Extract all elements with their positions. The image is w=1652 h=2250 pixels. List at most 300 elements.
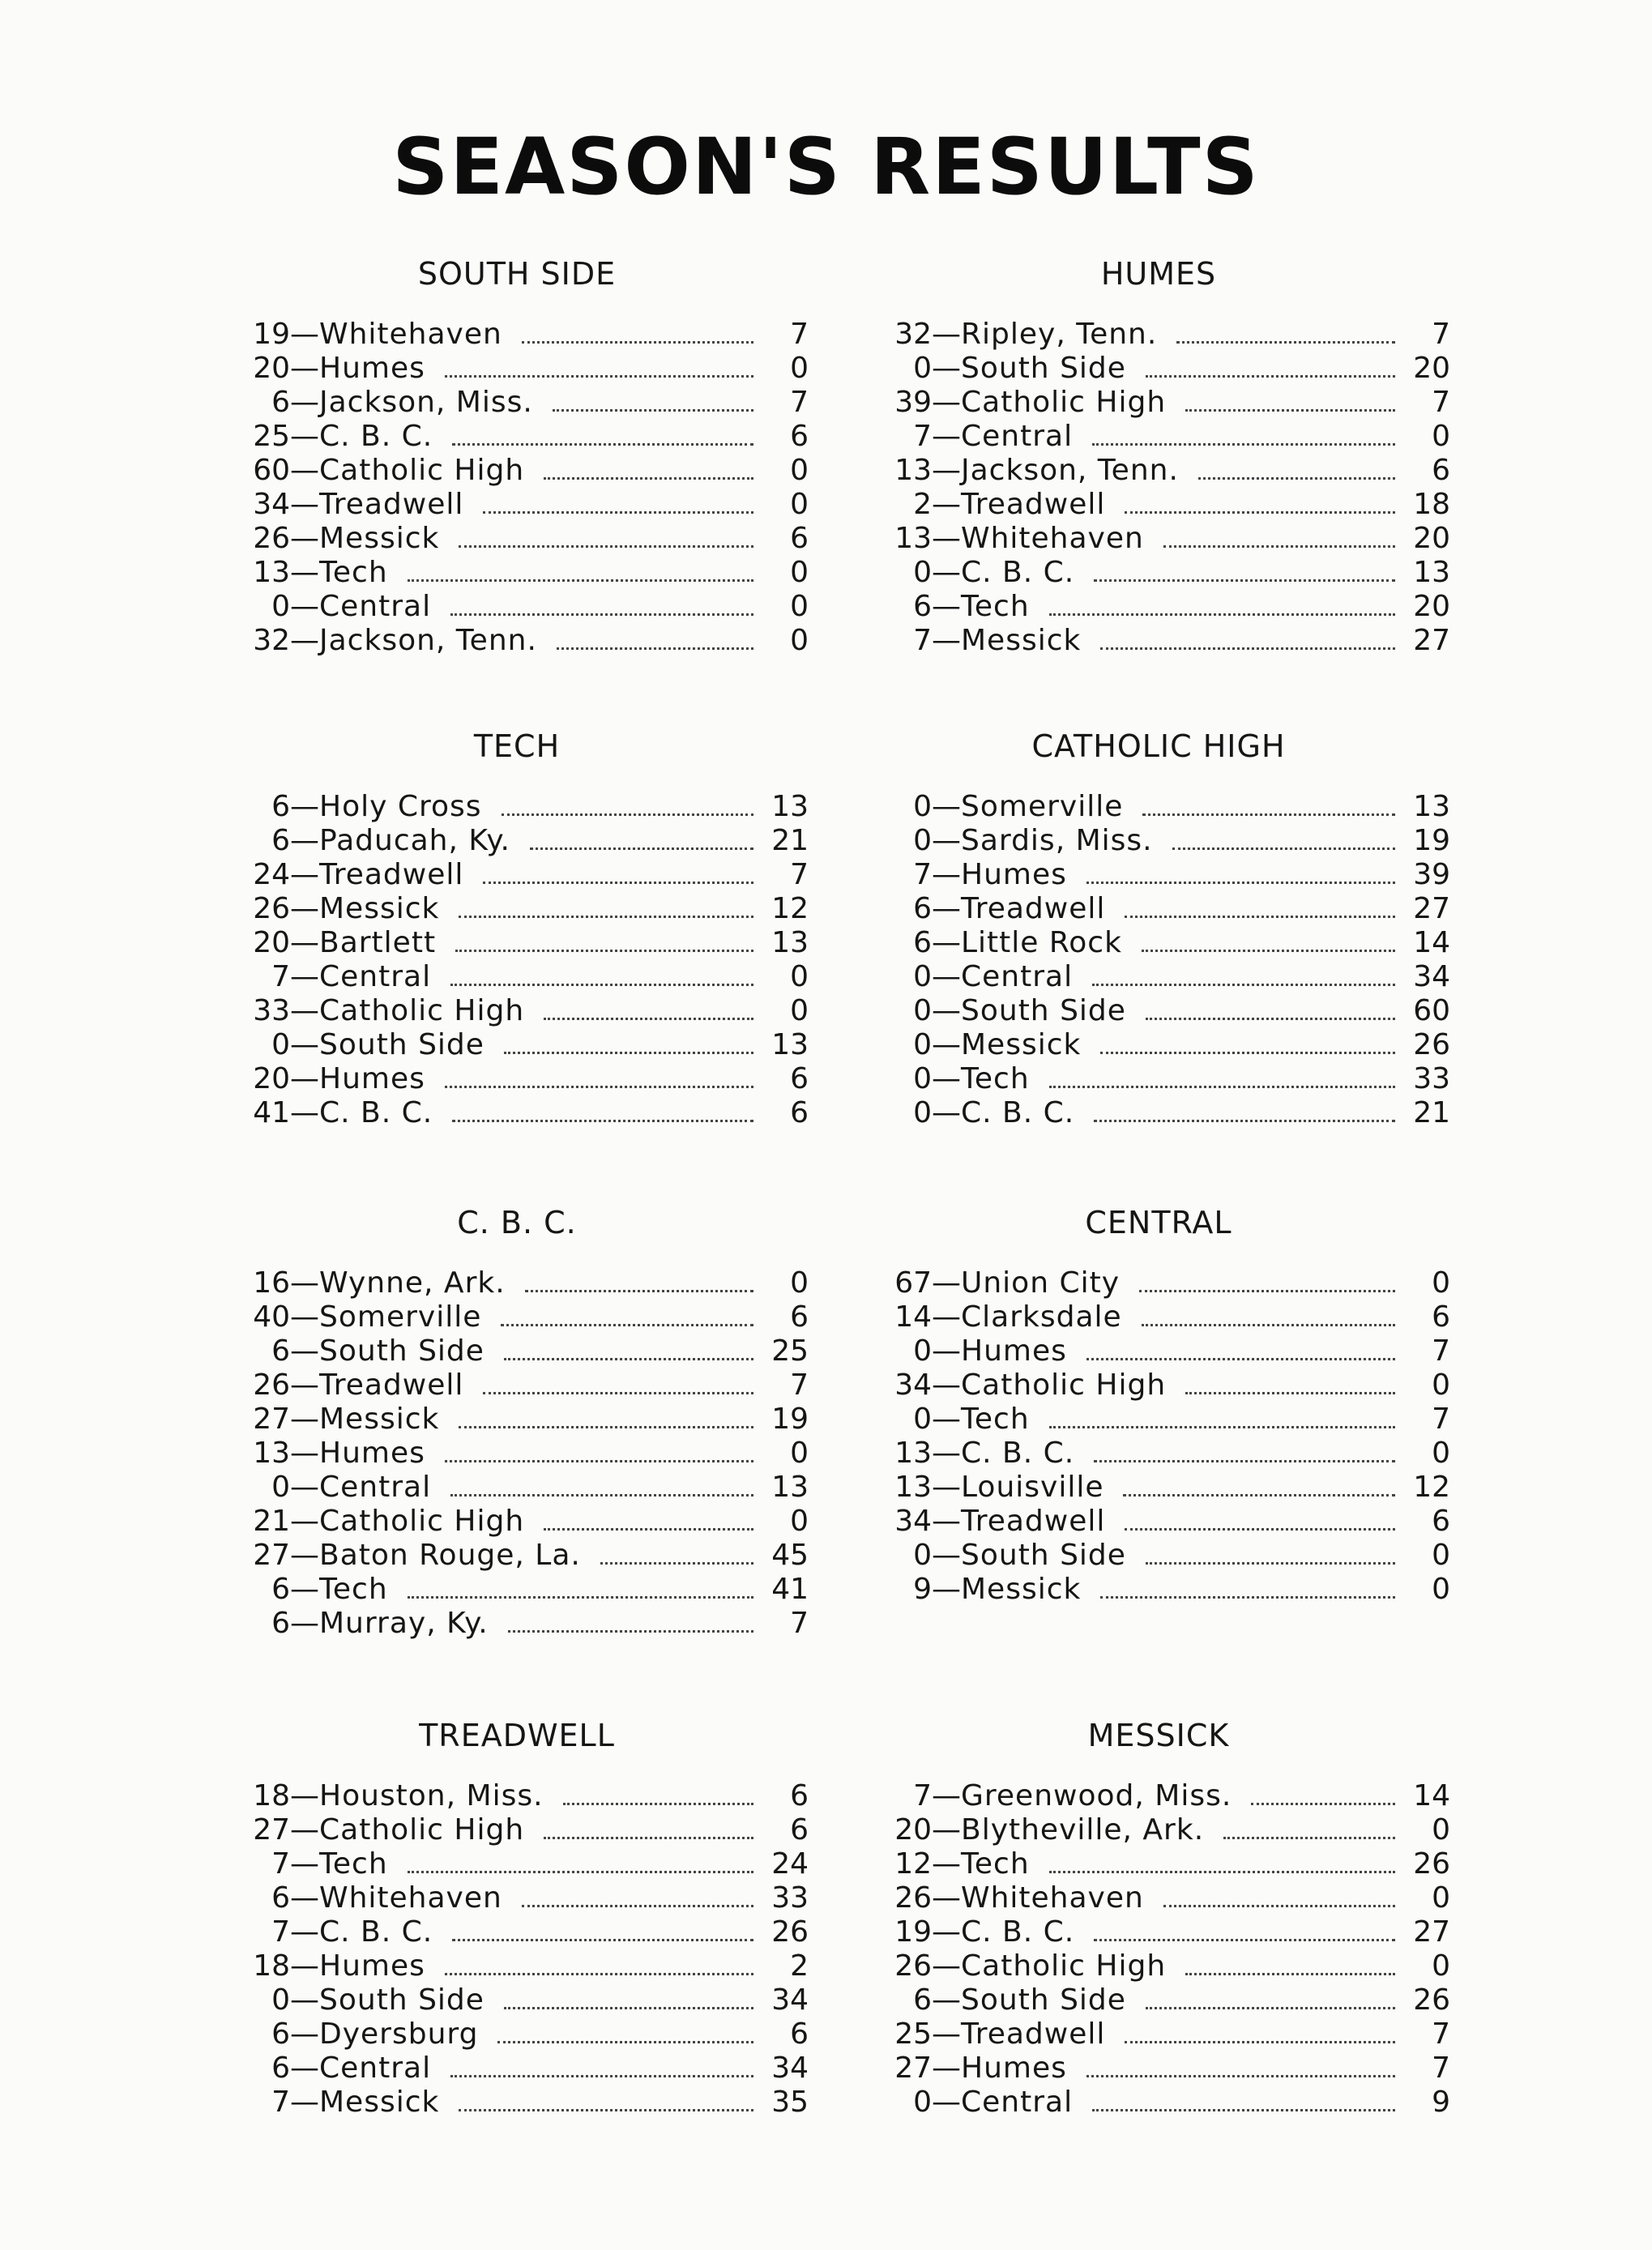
em-dash: — [932, 1028, 961, 1061]
dot-leader [1146, 354, 1395, 378]
opponent-name: Messick [319, 1403, 440, 1436]
game-row [867, 1915, 1450, 1949]
dot-leader [483, 490, 753, 514]
em-dash: — [932, 2086, 961, 2119]
dot-leader [497, 2020, 753, 2043]
opponent-name: South Side [961, 352, 1126, 385]
team-score: 24 [253, 858, 290, 891]
opponent-score: 24 [771, 1847, 809, 1881]
opponent-name: Treadwell [319, 488, 464, 521]
em-dash: — [932, 1813, 961, 1847]
team-score: 27 [253, 1403, 290, 1436]
opponent-score: 0 [1432, 1266, 1450, 1300]
team-score: 67 [894, 1266, 932, 1300]
opponent-score: 0 [1432, 1881, 1450, 1915]
opponent-name: Messick [961, 1573, 1082, 1606]
game-row [867, 1813, 1450, 1847]
em-dash: — [290, 960, 319, 993]
opponent-name: Whitehaven [319, 318, 502, 351]
em-dash: — [932, 556, 961, 589]
opponent-score: 7 [1432, 1403, 1450, 1436]
team-score: 12 [894, 1847, 932, 1881]
game-row [867, 1300, 1450, 1334]
game-row [867, 624, 1450, 658]
opponent-score: 6 [790, 1813, 809, 1847]
games-list [225, 1779, 809, 2120]
em-dash: — [932, 488, 961, 521]
opponent-name: C. B. C. [961, 1437, 1075, 1470]
opponent-score: 0 [1432, 1573, 1450, 1606]
opponent-name: Central [319, 2051, 432, 2085]
em-dash: — [932, 1437, 961, 1470]
dot-leader [1146, 1986, 1395, 2009]
game-row [867, 454, 1450, 488]
opponent-name: Humes [961, 1334, 1067, 1368]
em-dash: — [932, 1779, 961, 1812]
opponent-score: 12 [1413, 1471, 1450, 1504]
opponent-name: Catholic High [961, 1949, 1167, 1983]
team-score: 0 [913, 1539, 932, 1572]
game-row [225, 1505, 809, 1539]
em-dash: — [932, 1300, 961, 1334]
em-dash: — [290, 2017, 319, 2051]
opponent-name: Treadwell [961, 488, 1106, 521]
opponent-score: 26 [1413, 1983, 1450, 2017]
opponent-name: Treadwell [319, 1368, 464, 1402]
team-score: 13 [894, 454, 932, 487]
em-dash: — [290, 1368, 319, 1402]
opponent-name: Somerville [961, 790, 1124, 823]
dot-leader [1139, 1269, 1395, 1292]
team-score: 27 [253, 1813, 290, 1847]
dot-leader [1094, 1099, 1395, 1122]
dot-leader [1185, 1371, 1395, 1394]
opponent-score: 13 [771, 926, 809, 959]
team-score: 0 [913, 1334, 932, 1368]
opponent-score: 14 [1413, 1779, 1450, 1812]
dot-leader [1142, 929, 1395, 952]
dot-leader [1100, 626, 1395, 650]
team-name: C. B. C. [457, 1205, 577, 1240]
game-row [867, 1062, 1450, 1096]
dot-leader [530, 826, 753, 850]
page-title: SEASON'S RESULTS [392, 122, 1260, 212]
game-row [867, 858, 1450, 892]
team-score: 0 [913, 556, 932, 589]
opponent-name: C. B. C. [319, 1096, 433, 1129]
team-score: 25 [894, 2017, 932, 2051]
opponent-name: Clarksdale [961, 1300, 1122, 1334]
opponent-score: 26 [1413, 1028, 1450, 1061]
opponent-score: 0 [790, 488, 809, 521]
team-score: 7 [913, 420, 932, 453]
game-row [867, 1437, 1450, 1471]
opponent-name: C. B. C. [961, 556, 1075, 589]
team-score: 25 [253, 420, 290, 453]
team-score: 60 [253, 454, 290, 487]
game-row [225, 1881, 809, 1915]
opponent-name: Humes [961, 858, 1067, 891]
em-dash: — [932, 1539, 961, 1572]
opponent-name: C. B. C. [319, 420, 433, 453]
team-score: 6 [271, 824, 290, 857]
em-dash: — [290, 1266, 319, 1300]
dot-leader [508, 1609, 753, 1633]
opponent-name: C. B. C. [319, 1915, 433, 1949]
opponent-name: Catholic High [961, 1368, 1167, 1402]
opponent-name: Blytheville, Ark. [961, 1813, 1205, 1847]
opponent-name: Greenwood, Miss. [961, 1779, 1232, 1812]
dot-leader [1163, 1884, 1395, 1907]
dot-leader [1092, 2088, 1395, 2111]
dot-leader [1092, 422, 1395, 446]
em-dash: — [290, 556, 319, 589]
game-row [867, 790, 1450, 824]
dot-leader [501, 1303, 753, 1326]
opponent-score: 41 [771, 1573, 809, 1606]
opponent-name: South Side [319, 1028, 485, 1061]
opponent-name: Humes [961, 2051, 1067, 2085]
game-row [867, 1505, 1450, 1539]
opponent-name: Bartlett [319, 926, 437, 959]
opponent-score: 34 [771, 1983, 809, 2017]
dot-leader [483, 860, 753, 884]
em-dash: — [290, 352, 319, 385]
opponent-name: Tech [319, 1847, 388, 1881]
opponent-score: 7 [1432, 2017, 1450, 2051]
team-results-block [867, 727, 1450, 1130]
opponent-name: South Side [961, 1983, 1126, 2017]
opponent-score: 21 [1413, 1096, 1450, 1129]
em-dash: — [290, 454, 319, 487]
opponent-name: South Side [319, 1334, 485, 1368]
opponent-name: C. B. C. [961, 1096, 1075, 1129]
opponent-name: Treadwell [961, 892, 1106, 925]
team-score: 26 [253, 1368, 290, 1402]
opponent-score: 0 [790, 556, 809, 589]
em-dash: — [932, 1983, 961, 2017]
em-dash: — [290, 386, 319, 419]
game-row [867, 318, 1450, 352]
team-score: 6 [271, 1607, 290, 1640]
dot-leader [553, 388, 753, 412]
dot-leader [459, 2088, 753, 2111]
opponent-score: 60 [1413, 994, 1450, 1027]
em-dash: — [290, 1915, 319, 1949]
opponent-score: 19 [1413, 824, 1450, 857]
em-dash: — [932, 858, 961, 891]
game-row [867, 1573, 1450, 1607]
opponent-score: 13 [771, 1471, 809, 1504]
team-name: TECH [473, 728, 561, 764]
game-row [225, 590, 809, 624]
opponent-name: Sardis, Miss. [961, 824, 1153, 857]
em-dash: — [932, 454, 961, 487]
em-dash: — [932, 1471, 961, 1504]
team-score: 32 [253, 624, 290, 657]
game-row [225, 994, 809, 1028]
team-results-block [225, 1716, 809, 2120]
opponent-score: 0 [1432, 1368, 1450, 1402]
opponent-score: 0 [790, 994, 809, 1027]
opponent-score: 0 [1432, 1539, 1450, 1572]
dot-leader [1223, 1816, 1395, 1839]
em-dash: — [932, 960, 961, 993]
game-row [225, 1062, 809, 1096]
opponent-score: 20 [1413, 522, 1450, 555]
team-score: 0 [913, 1028, 932, 1061]
team-score: 19 [894, 1915, 932, 1949]
dot-leader [408, 558, 753, 582]
games-list [867, 790, 1450, 1130]
opponent-name: Catholic High [319, 1813, 525, 1847]
dot-leader [452, 1099, 753, 1122]
game-row [867, 1847, 1450, 1881]
game-row [225, 1539, 809, 1573]
game-row [867, 1403, 1450, 1437]
em-dash: — [932, 386, 961, 419]
opponent-name: Tech [961, 590, 1030, 623]
team-name: TREADWELL [419, 1718, 615, 1753]
game-row [225, 420, 809, 454]
team-score: 13 [253, 1437, 290, 1470]
em-dash: — [932, 590, 961, 623]
em-dash: — [290, 1607, 319, 1640]
opponent-name: Treadwell [961, 2017, 1106, 2051]
dot-leader [455, 929, 753, 952]
game-row [225, 1813, 809, 1847]
dot-leader [445, 354, 753, 378]
team-score: 20 [253, 926, 290, 959]
team-score: 0 [271, 1983, 290, 2017]
opponent-name: Central [961, 960, 1074, 993]
team-score: 0 [271, 1028, 290, 1061]
opponent-score: 0 [1432, 1813, 1450, 1847]
em-dash: — [290, 926, 319, 959]
dot-leader [450, 1473, 753, 1496]
team-score: 33 [253, 994, 290, 1027]
opponent-score: 0 [1432, 1949, 1450, 1983]
dot-leader [1086, 860, 1395, 884]
opponent-name: Wynne, Ark. [319, 1266, 506, 1300]
opponent-score: 34 [771, 2051, 809, 2085]
team-score: 18 [253, 1779, 290, 1812]
team-score: 27 [253, 1539, 290, 1572]
game-row [867, 386, 1450, 420]
em-dash: — [290, 1062, 319, 1095]
team-score: 7 [271, 960, 290, 993]
opponent-score: 6 [790, 420, 809, 453]
dot-leader [445, 1065, 753, 1088]
game-row [225, 522, 809, 556]
opponent-score: 9 [1432, 2086, 1450, 2119]
game-row [867, 824, 1450, 858]
em-dash: — [290, 488, 319, 521]
team-score: 6 [913, 926, 932, 959]
em-dash: — [932, 1881, 961, 1915]
team-score: 6 [271, 2051, 290, 2085]
opponent-score: 7 [790, 386, 809, 419]
team-score: 39 [894, 386, 932, 419]
opponent-score: 25 [771, 1334, 809, 1368]
em-dash: — [290, 1096, 319, 1129]
em-dash: — [932, 352, 961, 385]
opponent-score: 0 [790, 960, 809, 993]
opponent-score: 6 [790, 1300, 809, 1334]
game-row [867, 556, 1450, 590]
opponent-name: Whitehaven [961, 522, 1144, 555]
em-dash: — [932, 892, 961, 925]
game-row [225, 1949, 809, 1983]
game-row [867, 590, 1450, 624]
dot-leader [1163, 524, 1395, 548]
opponent-score: 0 [1432, 1437, 1450, 1470]
em-dash: — [932, 2017, 961, 2051]
em-dash: — [290, 1847, 319, 1881]
team-score: 6 [913, 1983, 932, 2017]
em-dash: — [290, 590, 319, 623]
dot-leader [563, 1782, 753, 1805]
dot-leader [544, 997, 753, 1020]
opponent-score: 26 [1413, 1847, 1450, 1881]
game-row [867, 2086, 1450, 2120]
dot-leader [445, 1439, 753, 1462]
opponent-name: Central [319, 1471, 432, 1504]
team-name: MESSICK [1087, 1718, 1230, 1753]
team-score: 6 [913, 590, 932, 623]
opponent-name: Messick [319, 892, 440, 925]
game-row [225, 1334, 809, 1368]
game-row [225, 1096, 809, 1130]
team-score: 0 [913, 352, 932, 385]
game-row [225, 1573, 809, 1607]
dot-leader [1185, 1952, 1395, 1975]
team-score: 6 [271, 790, 290, 823]
em-dash: — [290, 858, 319, 891]
team-score: 32 [894, 318, 932, 351]
dot-leader [1094, 558, 1395, 582]
em-dash: — [290, 1983, 319, 2017]
em-dash: — [932, 926, 961, 959]
game-row [867, 926, 1450, 960]
games-list [225, 790, 809, 1130]
team-name: HUMES [1100, 256, 1217, 292]
em-dash: — [290, 1949, 319, 1983]
team-score: 7 [271, 2086, 290, 2119]
team-score: 0 [913, 994, 932, 1027]
dot-leader [504, 1986, 753, 2009]
opponent-score: 33 [771, 1881, 809, 1915]
game-row [867, 1028, 1450, 1062]
opponent-name: Murray, Ky. [319, 1607, 489, 1640]
team-score: 0 [913, 1403, 932, 1436]
dot-leader [452, 422, 753, 446]
dot-leader [1185, 388, 1395, 412]
opponent-score: 6 [1432, 454, 1450, 487]
game-row [225, 858, 809, 892]
opponent-score: 12 [771, 892, 809, 925]
opponent-name: Central [319, 960, 432, 993]
em-dash: — [290, 1539, 319, 1572]
game-row [867, 522, 1450, 556]
em-dash: — [932, 824, 961, 857]
team-score: 27 [894, 2051, 932, 2085]
team-score: 16 [253, 1266, 290, 1300]
opponent-score: 19 [771, 1403, 809, 1436]
dot-leader [408, 1575, 753, 1599]
em-dash: — [932, 790, 961, 823]
team-score: 0 [913, 960, 932, 993]
opponent-name: South Side [319, 1983, 485, 2017]
opponent-score: 18 [1413, 488, 1450, 521]
dot-leader [1125, 1507, 1395, 1531]
team-score: 6 [271, 1881, 290, 1915]
opponent-name: Catholic High [319, 994, 525, 1027]
game-row [867, 1334, 1450, 1368]
opponent-name: Messick [961, 624, 1082, 657]
opponent-name: Little Rock [961, 926, 1122, 959]
team-name: CENTRAL [1085, 1205, 1232, 1240]
opponent-score: 7 [790, 1368, 809, 1402]
em-dash: — [290, 1573, 319, 1606]
team-score: 0 [271, 590, 290, 623]
game-row [225, 454, 809, 488]
opponent-score: 34 [1413, 960, 1450, 993]
game-row [867, 1983, 1450, 2017]
dot-leader [459, 894, 753, 918]
em-dash: — [932, 624, 961, 657]
em-dash: — [932, 2051, 961, 2085]
em-dash: — [290, 624, 319, 657]
team-score: 26 [253, 522, 290, 555]
opponent-name: Humes [319, 352, 425, 385]
opponent-score: 13 [771, 790, 809, 823]
team-name: CATHOLIC HIGH [1031, 728, 1286, 764]
game-row [225, 960, 809, 994]
opponent-score: 0 [790, 352, 809, 385]
dot-leader [483, 1371, 753, 1394]
team-score: 7 [913, 624, 932, 657]
game-row [225, 1779, 809, 1813]
game-row [867, 1779, 1450, 1813]
opponent-score: 2 [790, 1949, 809, 1983]
opponent-score: 33 [1413, 1062, 1450, 1095]
em-dash: — [290, 420, 319, 453]
team-score: 14 [894, 1300, 932, 1334]
opponent-score: 7 [1432, 318, 1450, 351]
em-dash: — [932, 522, 961, 555]
team-score: 0 [913, 790, 932, 823]
em-dash: — [932, 1915, 961, 1949]
dot-leader [1086, 1337, 1395, 1360]
em-dash: — [932, 1403, 961, 1436]
opponent-name: Messick [319, 2086, 440, 2119]
opponent-score: 27 [1413, 624, 1450, 657]
opponent-name: Treadwell [961, 1505, 1106, 1538]
game-row [867, 1539, 1450, 1573]
dot-leader [459, 1405, 753, 1428]
game-row [867, 420, 1450, 454]
opponent-score: 6 [1432, 1505, 1450, 1538]
dot-leader [1049, 1850, 1395, 1873]
team-score: 13 [894, 522, 932, 555]
team-score: 7 [913, 858, 932, 891]
team-score: 6 [913, 892, 932, 925]
opponent-score: 6 [790, 1062, 809, 1095]
game-row [225, 1847, 809, 1881]
team-score: 7 [913, 1779, 932, 1812]
opponent-name: Ripley, Tenn. [961, 318, 1158, 351]
